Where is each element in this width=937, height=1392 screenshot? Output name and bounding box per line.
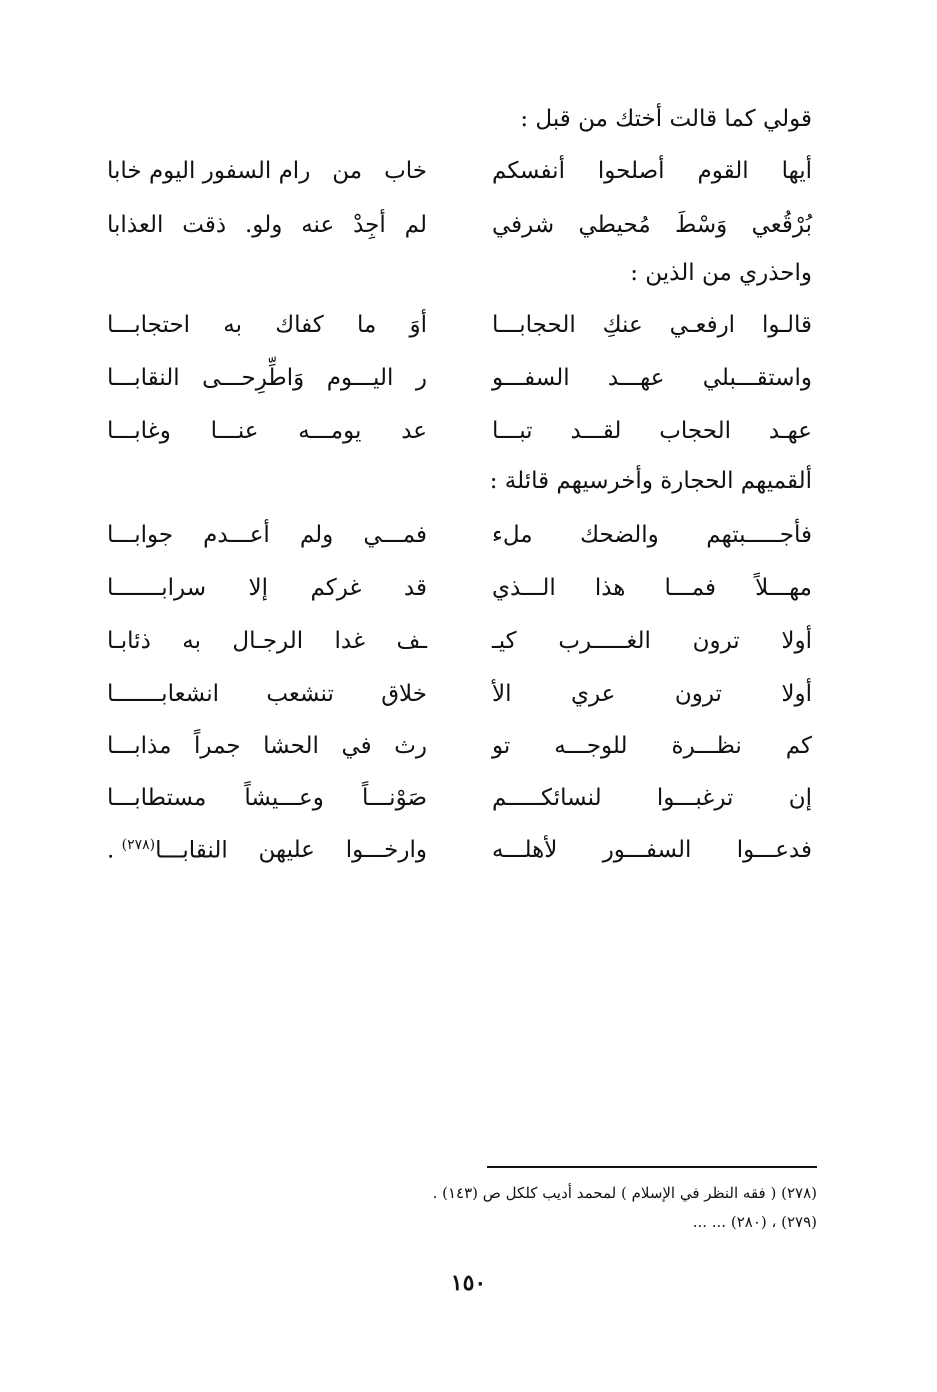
verse-word	[107, 837, 228, 864]
verse-word: جمراً	[193, 733, 241, 759]
verse-word: القوم	[697, 158, 749, 184]
footnote-line: (٢٧٩) ، (٢٨٠) ... ...	[692, 1213, 817, 1231]
footnote-divider	[487, 1166, 817, 1168]
verse-word: عد	[401, 418, 427, 444]
verse-word: رام السفور اليوم خابا	[107, 158, 311, 184]
verse-first-hemistich	[492, 312, 812, 338]
verse-word: لنسائكـــــم	[492, 785, 602, 811]
verse-second-hemistich	[107, 312, 427, 338]
verse-word: ذقت	[182, 212, 227, 238]
verse-word: ملء	[492, 522, 533, 548]
verse-first-hemistich	[492, 418, 812, 444]
verse-word: وَسْطَ	[675, 212, 728, 238]
verse-first-hemistich	[492, 158, 812, 184]
verse-second-hemistich	[107, 522, 427, 548]
verse-word: أولا	[781, 628, 812, 654]
verse-line	[107, 628, 812, 668]
verse-word: وغابـــا	[107, 418, 171, 444]
verse-word: وارخـــوا	[345, 837, 427, 863]
verse-first-hemistich	[492, 785, 812, 811]
verse-word: جوابـــا	[107, 522, 174, 548]
verse-word: هذا	[594, 575, 626, 601]
verse-word: مُحيطي	[578, 212, 651, 238]
verse-word: عنكِ	[602, 312, 643, 338]
verse-word: خلاق	[381, 681, 427, 707]
verse-word: ر	[415, 365, 427, 391]
footnote-line: (٢٧٨) ( فقه النظر في الإسلام ) لمحمد أديب كلكل ص (١٤٣) .	[432, 1184, 817, 1202]
verse-word: ولم	[299, 522, 334, 548]
intro-line: قولي كما قالت أختك من قبل :	[520, 106, 812, 132]
verse-word: من	[332, 158, 363, 184]
verse-word: خاب	[384, 158, 427, 184]
verse-line	[107, 522, 812, 562]
verse-second-hemistich	[107, 733, 427, 759]
verse-word: فمـــا	[664, 575, 717, 601]
verse-word: به	[182, 628, 201, 654]
verse-line	[107, 212, 812, 252]
verse-word: للوجـــه	[554, 733, 628, 759]
verse-second-hemistich	[107, 785, 427, 811]
verse-first-hemistich	[492, 365, 812, 391]
verse-word: أيها	[781, 158, 812, 184]
verse-word: مستطابـــا	[107, 785, 207, 811]
verse-word: ترون	[692, 628, 740, 654]
verse-word: في	[341, 733, 372, 759]
verse-word: العذابا	[107, 212, 164, 238]
verse-first-hemistich	[492, 212, 812, 238]
verse-word: تنشعب	[266, 681, 334, 707]
verse-line	[107, 575, 812, 615]
verse-word: أولا	[781, 681, 812, 707]
verse-word: إلا	[248, 575, 268, 601]
verse-second-hemistich	[107, 837, 427, 864]
verse-word: انشعابـــــــا	[107, 681, 219, 707]
verse-line	[107, 365, 812, 405]
verse-word: تبـــا	[492, 418, 533, 444]
verse-word: احتجابـــا	[107, 312, 191, 338]
verse-word: صَوْنـــاً	[361, 785, 427, 811]
verse-word: أوَ	[409, 312, 427, 338]
verse-word: نظـــرة	[671, 733, 742, 759]
verse-word: الأ	[492, 681, 512, 707]
verse-word: يومـــه	[298, 418, 362, 444]
verse-word: عهـد	[768, 418, 812, 444]
verse-line	[107, 312, 812, 352]
verse-word: عهـــد	[607, 365, 665, 391]
transition-line: واحذري من الذين :	[630, 260, 812, 286]
verse-word: عري	[570, 681, 616, 707]
verse-word: رث	[394, 733, 427, 759]
verse-word: الرجـال	[232, 628, 304, 654]
verse-word: ذئابـا	[107, 628, 151, 654]
verse-word: اليـــوم	[326, 365, 394, 391]
verse-second-hemistich	[107, 418, 427, 444]
verse-word: فأجـــــبتهم	[706, 522, 812, 548]
verse-line	[107, 418, 812, 458]
verse-word: ـف	[396, 628, 427, 654]
verse-word: لأهلـــه	[492, 837, 558, 863]
verse-second-hemistich	[107, 575, 427, 601]
verse-word: ولو.	[245, 212, 283, 238]
verse-word: وعـــيشاً	[244, 785, 324, 811]
verse-word: والضحك	[580, 522, 659, 548]
verse-word: وَاطِّرِحـــى	[202, 365, 305, 391]
verse-word: بُرْقُعي	[751, 212, 812, 238]
verse-word: الغـــــرب	[558, 628, 651, 654]
verse-first-hemistich	[492, 628, 812, 654]
verse-word: السفـــو	[492, 365, 570, 391]
verse-word: غدا	[334, 628, 366, 654]
verse-second-hemistich	[107, 212, 427, 238]
verse-second-hemistich	[107, 365, 427, 391]
verse-word: مذابـــا	[107, 733, 172, 759]
verse-word: عنـــا	[210, 418, 259, 444]
verse-word: الـــذي	[492, 575, 556, 601]
verse-word: النقابـــا	[107, 365, 180, 391]
verse-word: سرابـــــــا	[107, 575, 206, 601]
verse-second-hemistich	[107, 158, 427, 184]
verse-first-hemistich	[492, 733, 812, 759]
verse-word: واستقـــبلي	[702, 365, 812, 391]
closing-period: .	[107, 837, 115, 864]
verse-word: الحشا	[263, 733, 319, 759]
verse-word: إن	[788, 785, 812, 811]
verse-word: ارفعـي	[669, 312, 736, 338]
verse-first-hemistich	[492, 575, 812, 601]
verse-word: كيـ	[492, 628, 517, 654]
verse-word: لقـــد	[570, 418, 622, 444]
verse-word: عليهن	[258, 837, 315, 863]
verse-first-hemistich	[492, 837, 812, 863]
verse-line	[107, 785, 812, 825]
verse-word: شرفي	[492, 212, 555, 238]
verse-word: تو	[492, 733, 511, 759]
verse-line	[107, 733, 812, 773]
verse-word: أجِدْ	[353, 212, 386, 238]
verse-second-hemistich	[107, 681, 427, 707]
verse-word: أعـــدم	[203, 522, 270, 548]
verse-word-text: النقابـــا	[155, 837, 228, 864]
verse-word: كم	[785, 733, 812, 759]
verse-word: فدعـــوا	[736, 837, 812, 863]
verse-second-hemistich	[107, 628, 427, 654]
verse-word: أصلحوا	[597, 158, 665, 184]
verse-word: الحجابـــا	[492, 312, 576, 338]
verse-word: ترغبـــوا	[656, 785, 734, 811]
verse-first-hemistich	[492, 681, 812, 707]
page-number: ١٥٠	[450, 1270, 487, 1296]
verse-word: الحجاب	[659, 418, 731, 444]
verse-word: غركم	[310, 575, 362, 601]
verse-word: ترون	[674, 681, 722, 707]
verse-word: أنفسكم	[492, 158, 565, 184]
verse-line	[107, 158, 812, 198]
verse-first-hemistich	[492, 522, 812, 548]
verse-word: كفاك	[275, 312, 324, 338]
verse-word: عنه	[301, 212, 335, 238]
verse-word: لم	[404, 212, 427, 238]
verse-word: السفـــور	[602, 837, 692, 863]
verse-word: فمـــي	[363, 522, 427, 548]
verse-word: قد	[403, 575, 427, 601]
transition-line: ألقميهم الحجارة وأخرسيهم قائلة :	[489, 468, 812, 494]
verse-line	[107, 681, 812, 721]
verse-word: به	[223, 312, 242, 338]
verse-line	[107, 837, 812, 877]
verse-word: قالـوا	[761, 312, 812, 338]
verse-word: مهـــلاً	[755, 575, 812, 601]
verse-word: ما	[356, 312, 377, 338]
footnote-ref: (٢٧٨)	[121, 837, 156, 853]
